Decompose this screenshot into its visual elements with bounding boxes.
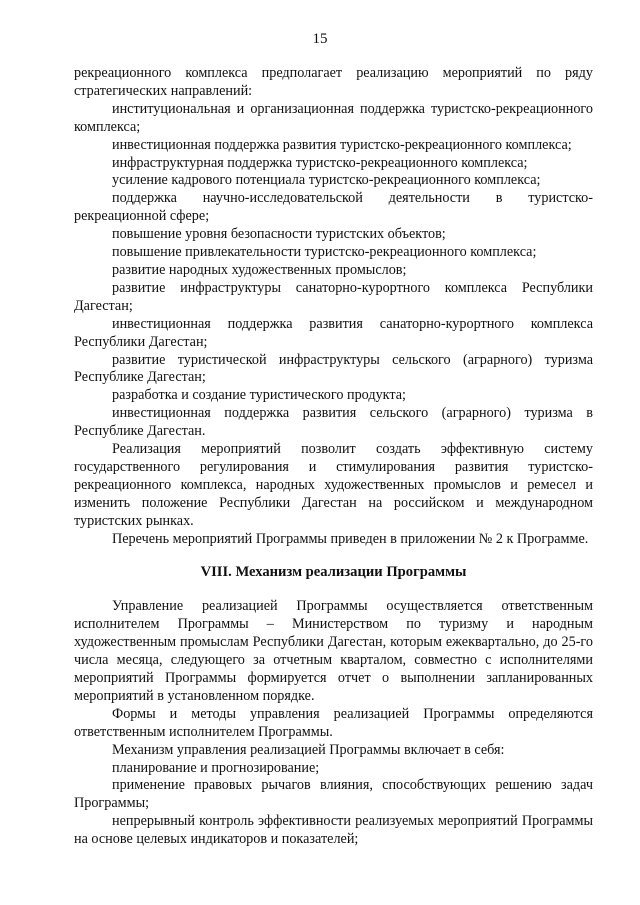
list-item: инвестиционная поддержка развития санаторно-курортного комплекса Республики Дагестан;	[74, 315, 593, 350]
list-item: повышение привлекательности туристско-рекреационного комплекса;	[112, 244, 537, 261]
list-item: инфраструктурная поддержка туристско-рекреационного комплекса;	[112, 154, 528, 171]
paragraph: Управление реализацией Программы осуществляется ответственным исполнителем Программы – Министерством по туризму и народным художественным промыслам Республики Дагестан, которым ежеквартально, до 25-го числа месяца, следующего за отчетным кварталом, совместно с исполнителями мероприятий Программы формируется отчет о выполнении запланированных мероприятий в установленном порядке.	[74, 598, 593, 704]
list-item: повышение уровня безопасности туристских объектов;	[112, 226, 446, 243]
list-item: институциональная и организационная поддержка туристско-рекреационного комплекса;	[74, 100, 593, 135]
paragraph: Перечень мероприятий Программы приведен в приложении № 2 к Программе.	[112, 530, 589, 547]
list-item: развитие туристической инфраструктуры сельского (аграрного) туризма Республике Дагестан;	[74, 351, 593, 386]
list-item: развитие народных художественных промыслов;	[112, 261, 407, 278]
list-item: инвестиционная поддержка развития туристско-рекреационного комплекса;	[112, 136, 572, 153]
list-item: разработка и создание туристического продукта;	[112, 387, 406, 404]
paragraph: рекреационного комплекса предполагает реализацию мероприятий по ряду стратегических направлений:	[74, 65, 593, 99]
page-body	[74, 65, 593, 849]
section-heading: VIII. Механизм реализации Программы	[200, 564, 467, 581]
list-item: планирование и прогнозирование;	[112, 759, 320, 776]
paragraph: Реализация мероприятий позволит создать эффективную систему государственного регулирования и стимулирования развития туристско-рекреационного комплекса, народных художественных промыслов и ремесел и изменить положение Республики Дагестан на российском и международном туристских рынках.	[74, 441, 593, 529]
list-item: усиление кадрового потенциала туристско-рекреационного комплекса;	[112, 172, 541, 189]
list-item: применение правовых рычагов влияния, способствующих решению задач Программы;	[74, 777, 593, 812]
page-number: 15	[312, 31, 328, 47]
paragraph: Механизм управления реализацией Программы включает в себя:	[112, 741, 505, 758]
list-item: непрерывный контроль эффективности реализуемых мероприятий Программы на основе целевых индикаторов и показателей;	[74, 813, 593, 848]
list-item: инвестиционная поддержка развития сельского (аграрного) туризма в Республике Дагестан.	[74, 405, 593, 440]
paragraph: Формы и методы управления реализацией Программы определяются ответственным исполнителем Программы.	[74, 705, 593, 740]
list-item: развитие инфраструктуры санаторно-курортного комплекса Республики Дагестан;	[74, 279, 593, 314]
list-item: поддержка научно-исследовательской деятельности в туристско-рекреационной сфере;	[74, 190, 593, 225]
